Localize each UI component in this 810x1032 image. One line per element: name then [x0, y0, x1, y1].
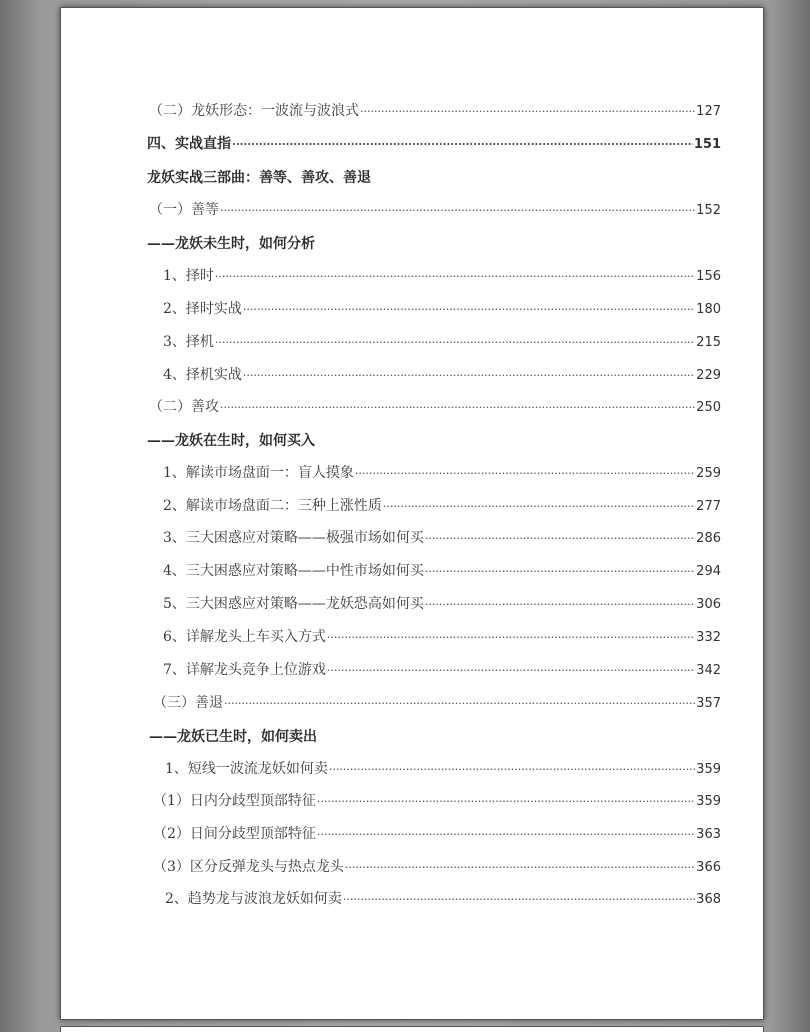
toc-entry-label: 1、短线一波流龙妖如何卖	[165, 761, 328, 777]
toc-entry-label: 4、三大困惑应对策略——中性市场如何买	[163, 563, 424, 579]
toc-entry-label: 2、择时实战	[163, 301, 242, 317]
toc-leader-dots	[215, 268, 695, 286]
toc-leader-dots	[329, 761, 695, 779]
toc-leader-dots	[425, 596, 695, 614]
toc-page-number: 306	[696, 597, 721, 612]
toc-entry-label: 7、详解龙头竞争上位游戏	[163, 662, 326, 678]
toc-entry	[149, 102, 721, 121]
toc-entry	[163, 333, 721, 352]
toc-page-number: 229	[696, 368, 721, 383]
toc-page-number: 359	[696, 794, 721, 809]
toc-leader-dots	[327, 629, 695, 647]
toc-page-number: 359	[696, 762, 721, 777]
toc-leader-dots	[327, 662, 695, 680]
toc-leader-dots	[243, 301, 695, 319]
toc-page-number: 250	[696, 400, 721, 415]
toc-entry-label: 3、三大困惑应对策略——极强市场如何买	[163, 530, 424, 546]
toc-entry	[163, 562, 721, 581]
toc-entry	[163, 300, 721, 319]
toc-entry	[153, 858, 721, 877]
toc-entry-label: 2、解读市场盘面二：三种上涨性质	[163, 498, 382, 514]
toc-section-heading: ——龙妖在生时，如何买入	[147, 433, 315, 449]
toc-entry	[153, 825, 721, 844]
toc-entry	[147, 135, 721, 154]
toc-leader-dots	[345, 859, 695, 877]
toc-leader-dots	[355, 465, 695, 483]
toc-leader-dots	[383, 498, 695, 516]
toc-entry-label: （二）龙妖形态：一波流与波浪式	[149, 103, 359, 119]
toc-page-number: 156	[696, 269, 721, 284]
document-page	[60, 7, 764, 1020]
toc-section-heading: ——龙妖已生时，如何卖出	[149, 729, 317, 745]
toc-entry	[163, 464, 721, 483]
toc-entry-label: 1、解读市场盘面一：盲人摸象	[163, 465, 354, 481]
toc-leader-dots	[243, 367, 695, 385]
toc-section-heading: 龙妖实战三部曲：善等、善攻、善退	[147, 170, 371, 186]
toc-entry-label: 4、择机实战	[163, 367, 242, 383]
toc-entry-label: 1、择时	[163, 268, 214, 284]
toc-leader-dots	[215, 334, 695, 352]
toc-page-number: 357	[696, 696, 721, 711]
toc-leader-dots	[224, 695, 695, 713]
toc-entry-label: 6、详解龙头上车买入方式	[163, 629, 326, 645]
toc-leader-dots	[360, 103, 695, 121]
toc-leader-dots	[425, 563, 695, 581]
toc-page-number: 342	[696, 663, 721, 678]
toc-page-number: 286	[696, 531, 721, 546]
toc-entry-label: （三）善退	[153, 695, 223, 711]
toc-page-number: 151	[693, 137, 721, 152]
toc-leader-dots	[232, 136, 693, 154]
toc-leader-dots	[220, 202, 695, 220]
toc-entry	[163, 267, 721, 286]
toc-page-number: 180	[696, 302, 721, 317]
toc-entry-label: 3、择机	[163, 334, 214, 350]
toc-entry	[163, 366, 721, 385]
toc-page-number: 294	[696, 564, 721, 579]
toc-entry	[163, 661, 721, 680]
toc-entry-label: （一）善等	[149, 202, 219, 218]
toc-entry	[165, 760, 721, 779]
next-document-page	[60, 1026, 764, 1032]
toc-entry	[153, 694, 721, 713]
toc-page-number: 366	[696, 860, 721, 875]
toc-entry	[149, 201, 721, 220]
toc-page-number: 259	[696, 466, 721, 481]
toc-entry-label: （二）善攻	[149, 399, 219, 415]
toc-entry-label: （3）区分反弹龙头与热点龙头	[153, 859, 344, 875]
toc-entry-label: （2）日间分歧型顶部特征	[153, 826, 316, 842]
toc-leader-dots	[343, 891, 695, 909]
toc-leader-dots	[317, 793, 695, 811]
toc-entry	[165, 890, 721, 909]
toc-entry-label: 2、趋势龙与波浪龙妖如何卖	[165, 891, 342, 907]
toc-entry-label: （1）日内分歧型顶部特征	[153, 793, 316, 809]
toc-entry	[163, 529, 721, 548]
toc-page-number: 152	[696, 203, 721, 218]
toc-leader-dots	[220, 399, 695, 417]
toc-entry-label: 5、三大困惑应对策略——龙妖恐高如何买	[163, 596, 424, 612]
toc-page-number: 368	[696, 892, 721, 907]
toc-page-number: 277	[696, 499, 721, 514]
toc-entry	[163, 628, 721, 647]
toc-entry	[149, 398, 721, 417]
toc-leader-dots	[425, 530, 695, 548]
toc-entry	[163, 497, 721, 516]
toc-page-number: 215	[696, 335, 721, 350]
toc-entry-label: 四、实战直指	[147, 136, 231, 152]
toc-entry	[163, 595, 721, 614]
toc-section-heading: ——龙妖未生时，如何分析	[147, 236, 315, 252]
toc-page-number: 363	[696, 827, 721, 842]
table-of-contents	[61, 8, 763, 1019]
toc-leader-dots	[317, 826, 695, 844]
toc-entry	[153, 792, 721, 811]
toc-page-number: 127	[696, 104, 721, 119]
toc-page-number: 332	[696, 630, 721, 645]
